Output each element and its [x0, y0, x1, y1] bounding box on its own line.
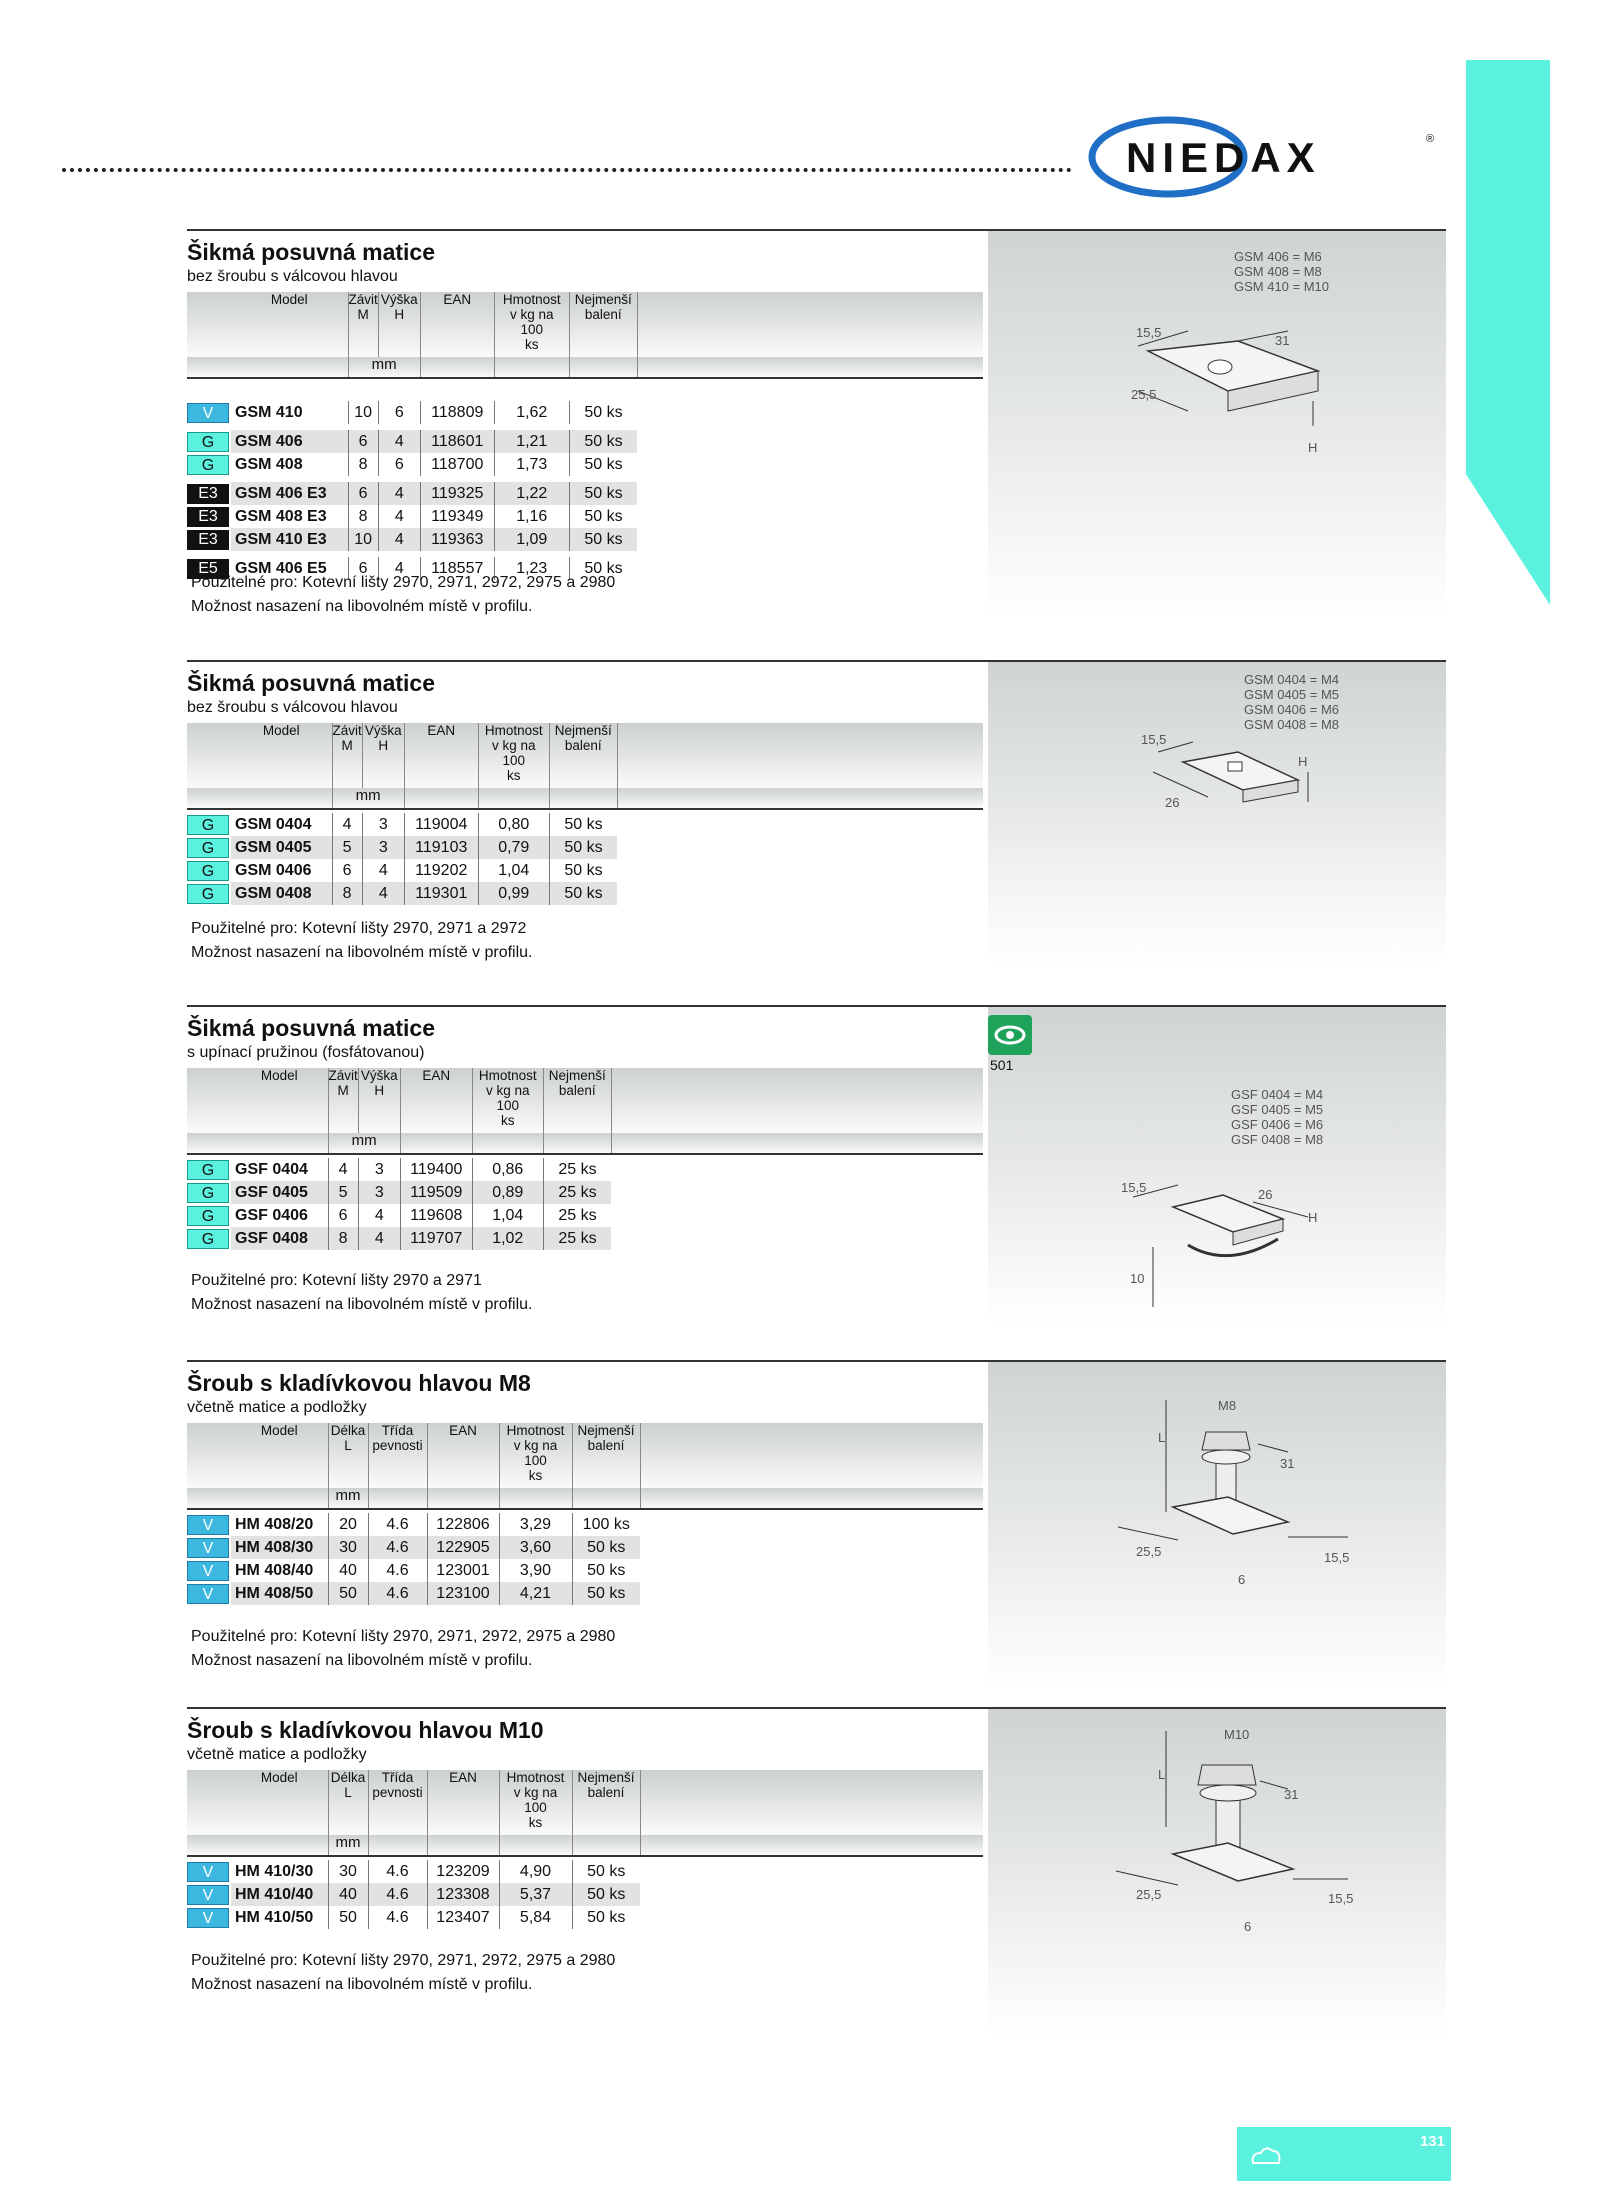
svg-text:M8: M8 — [1218, 1398, 1237, 1413]
product-section — [187, 229, 1446, 619]
product-section — [187, 1005, 1446, 1325]
table-row: E5 GSM 406 E5 6 4 118557 1,23 50 ks — [187, 557, 983, 580]
diagram-panel — [988, 662, 1446, 965]
svg-text:GSM 0408 = M8: GSM 0408 = M8 — [1244, 717, 1340, 732]
hammer-bolt-diagram — [988, 1709, 1446, 2037]
section-subtitle: včetně matice a podložky — [187, 1399, 367, 1416]
section-title: Šroub s kladívkovou hlavou M8 — [187, 1370, 531, 1396]
svg-text:H: H — [1298, 754, 1308, 769]
svg-text:L: L — [1158, 1767, 1166, 1782]
niedax-logo — [1088, 114, 1446, 200]
section-title: Šikmá posuvná matice — [187, 1015, 435, 1041]
svg-text:GSF 0404 = M4: GSF 0404 = M4 — [1231, 1087, 1324, 1102]
svg-text:6: 6 — [1244, 1919, 1252, 1934]
eye-label: 501 — [990, 1057, 1014, 1073]
table-row: G GSF 0406 6 4 119608 1,04 25 ks — [187, 1204, 983, 1227]
section-subtitle: bez šroubu s válcovou hlavou — [187, 268, 398, 285]
col-2: Výška H — [378, 292, 420, 357]
svg-text:25,5: 25,5 — [1131, 387, 1157, 402]
product-section — [187, 1360, 1446, 1690]
product-section — [187, 1707, 1446, 2037]
svg-text:15,5: 15,5 — [1141, 732, 1167, 747]
svg-text:31: 31 — [1280, 1456, 1295, 1471]
col-ean: EAN — [420, 292, 494, 357]
svg-text:H: H — [1308, 440, 1318, 455]
svg-text:31: 31 — [1275, 333, 1290, 348]
svg-text:26: 26 — [1165, 795, 1180, 810]
diagram-panel — [988, 231, 1446, 619]
table-row: G GSM 0405 5 3 119103 0,79 50 ks — [187, 836, 983, 859]
table-row: V HM 408/50 50 4.6 123100 4,21 50 ks — [187, 1582, 983, 1605]
section-subtitle: s upínací pružinou (fosfátovanou) — [187, 1044, 425, 1061]
svg-text:26: 26 — [1258, 1187, 1273, 1202]
table-row: V HM 410/30 30 4.6 123209 4,90 50 ks — [187, 1860, 983, 1883]
svg-text:GSM 406 = M6: GSM 406 = M6 — [1234, 249, 1322, 264]
table-row: V HM 410/40 40 4.6 123308 5,37 50 ks — [187, 1883, 983, 1906]
svg-text:GSM 410 = M10: GSM 410 = M10 — [1234, 279, 1330, 294]
chapter-tab — [1466, 60, 1550, 605]
table-row: G GSM 0408 8 4 119301 0,99 50 ks — [187, 882, 983, 905]
table-row: G GSM 408 8 6 118700 1,73 50 ks — [187, 453, 983, 476]
section-subtitle: včetně matice a podložky — [187, 1746, 367, 1763]
table-row: E3 GSM 406 E3 6 4 119325 1,22 50 ks — [187, 482, 983, 505]
diagram-panel — [988, 1709, 1446, 2037]
unit-label: mm — [348, 357, 420, 378]
svg-text:31: 31 — [1284, 1787, 1299, 1802]
usage-notes: Použitelné pro: Kotevní lišty 2970, 2971, 2972, 2975 a 2980 Možnost nasazení na libovolném místě v profilu. — [191, 1952, 616, 1993]
product-table: Model Délka L Třída pevnosti EAN Hmotnost v kg na 100 ks Nejmenší balení mm V HM 408/20 20 4.6 122806 3,29 100 ks V HM 408/30 30 4.6 122905 3,60 50 ks V HM 408/40 40 4.6 123001 3,90 50 ks V HM 408/50 50 4.6 123100 4,21 50 ks — [187, 1423, 983, 1605]
dotted-rule — [62, 168, 1072, 172]
usage-notes: Použitelné pro: Kotevní lišty 2970, 2971, 2972, 2975 a 2980 Možnost nasazení na libovolném místě v profilu. — [191, 1628, 616, 1669]
svg-text:25,5: 25,5 — [1136, 1887, 1162, 1902]
diagram-panel — [988, 1007, 1446, 1325]
page-number: 131 — [1419, 2133, 1445, 2150]
svg-text:M10: M10 — [1224, 1727, 1250, 1742]
product-table — [187, 292, 983, 580]
usage-notes: Použitelné pro: Kotevní lišty 2970, 2971, 2972, 2975 a 2980 Možnost nasazení na libovolném místě v profilu. — [191, 574, 616, 615]
usage-notes: Použitelné pro: Kotevní lišty 2970, 2971 a 2972 Možnost nasazení na libovolném místě v profilu. — [191, 920, 533, 961]
table-row: G GSM 0404 4 3 119004 0,80 50 ks — [187, 813, 983, 836]
table-row: G GSM 406 6 4 118601 1,21 50 ks — [187, 430, 983, 453]
col-model: Model — [231, 292, 348, 357]
diagram-panel — [988, 1362, 1446, 1690]
table-row: V HM 408/20 20 4.6 122806 3,29 100 ks — [187, 1513, 983, 1536]
table-row: V HM 408/40 40 4.6 123001 3,90 50 ks — [187, 1559, 983, 1582]
section-subtitle: bez šroubu s válcovou hlavou — [187, 699, 398, 716]
svg-text:15,5: 15,5 — [1324, 1550, 1350, 1565]
table-row: V HM 408/30 30 4.6 122905 3,60 50 ks — [187, 1536, 983, 1559]
table-row: G GSF 0404 4 3 119400 0,86 25 ks — [187, 1158, 983, 1181]
svg-text:6: 6 — [1238, 1572, 1246, 1587]
table-row: V GSM 410 10 6 118809 1,62 50 ks — [187, 401, 983, 424]
cloud-icon — [1247, 2141, 1287, 2171]
table-row: E3 GSM 408 E3 8 4 119349 1,16 50 ks — [187, 505, 983, 528]
svg-text:GSF 0408 = M8: GSF 0408 = M8 — [1231, 1132, 1324, 1147]
product-table: Model Závit M Výška H EAN Hmotnost v kg na 100 ks Nejmenší balení mm G GSM 0404 4 3 119004 0,80 50 ks G GSM 0405 5 3 119103 0,79 50 ks G GSM 0406 6 4 119202 1,04 50 ks G GSM 0408 8 4 119301 0,99 50 ks — [187, 723, 983, 905]
svg-text:15,5: 15,5 — [1328, 1891, 1354, 1906]
svg-text:GSM 0404 = M4: GSM 0404 = M4 — [1244, 672, 1340, 687]
col-1: Závit M — [348, 292, 378, 357]
product-table: Model Délka L Třída pevnosti EAN Hmotnost v kg na 100 ks Nejmenší balení mm V HM 410/30 30 4.6 123209 4,90 50 ks V HM 410/40 40 4.6 123308 5,37 50 ks V HM 410/50 50 4.6 123407 5,84 50 ks — [187, 1770, 983, 1929]
page-footer-tab — [1237, 2127, 1451, 2181]
col-pack: Nejmenší balení — [569, 292, 637, 357]
product-section — [187, 660, 1446, 965]
col-weight: Hmotnost v kg na 100 ks — [494, 292, 569, 357]
section-title: Šikmá posuvná matice — [187, 239, 435, 265]
brand-text: NIEDAX — [1126, 134, 1321, 181]
usage-notes: Použitelné pro: Kotevní lišty 2970 a 2971 Možnost nasazení na libovolném místě v profilu. — [191, 1272, 533, 1313]
svg-text:®: ® — [1426, 133, 1435, 145]
hammer-bolt-diagram — [988, 1362, 1446, 1690]
spring-nut-diagram — [988, 1007, 1446, 1325]
svg-text:15,5: 15,5 — [1121, 1180, 1147, 1195]
table-row: V HM 410/50 50 4.6 123407 5,84 50 ks — [187, 1906, 983, 1929]
slide-nut-diagram — [988, 662, 1446, 965]
svg-text:10: 10 — [1130, 1271, 1145, 1286]
svg-text:15,5: 15,5 — [1136, 325, 1162, 340]
svg-text:GSF 0405 = M5: GSF 0405 = M5 — [1231, 1102, 1324, 1117]
table-row: G GSF 0405 5 3 119509 0,89 25 ks — [187, 1181, 983, 1204]
table-row: G GSF 0408 8 4 119707 1,02 25 ks — [187, 1227, 983, 1250]
slide-nut-diagram — [988, 231, 1446, 619]
product-table: Model Závit M Výška H EAN Hmotnost v kg na 100 ks Nejmenší balení mm G GSF 0404 4 3 119400 0,86 25 ks G GSF 0405 5 3 119509 0,89 25 ks G GSF 0406 6 4 119608 1,04 25 ks G GSF 0408 8 4 119707 1,02 25 ks — [187, 1068, 983, 1250]
svg-text:GSM 0405 = M5: GSM 0405 = M5 — [1244, 687, 1340, 702]
section-title: Šikmá posuvná matice — [187, 670, 435, 696]
svg-text:GSF 0406 = M6: GSF 0406 = M6 — [1231, 1117, 1324, 1132]
svg-text:H: H — [1308, 1210, 1318, 1225]
svg-text:L: L — [1158, 1430, 1166, 1445]
svg-text:25,5: 25,5 — [1136, 1544, 1162, 1559]
svg-text:GSM 408 = M8: GSM 408 = M8 — [1234, 264, 1322, 279]
svg-text:GSM 0406 = M6: GSM 0406 = M6 — [1244, 702, 1340, 717]
table-row: E3 GSM 410 E3 10 4 119363 1,09 50 ks — [187, 528, 983, 551]
section-title: Šroub s kladívkovou hlavou M10 — [187, 1717, 544, 1743]
table-row: G GSM 0406 6 4 119202 1,04 50 ks — [187, 859, 983, 882]
